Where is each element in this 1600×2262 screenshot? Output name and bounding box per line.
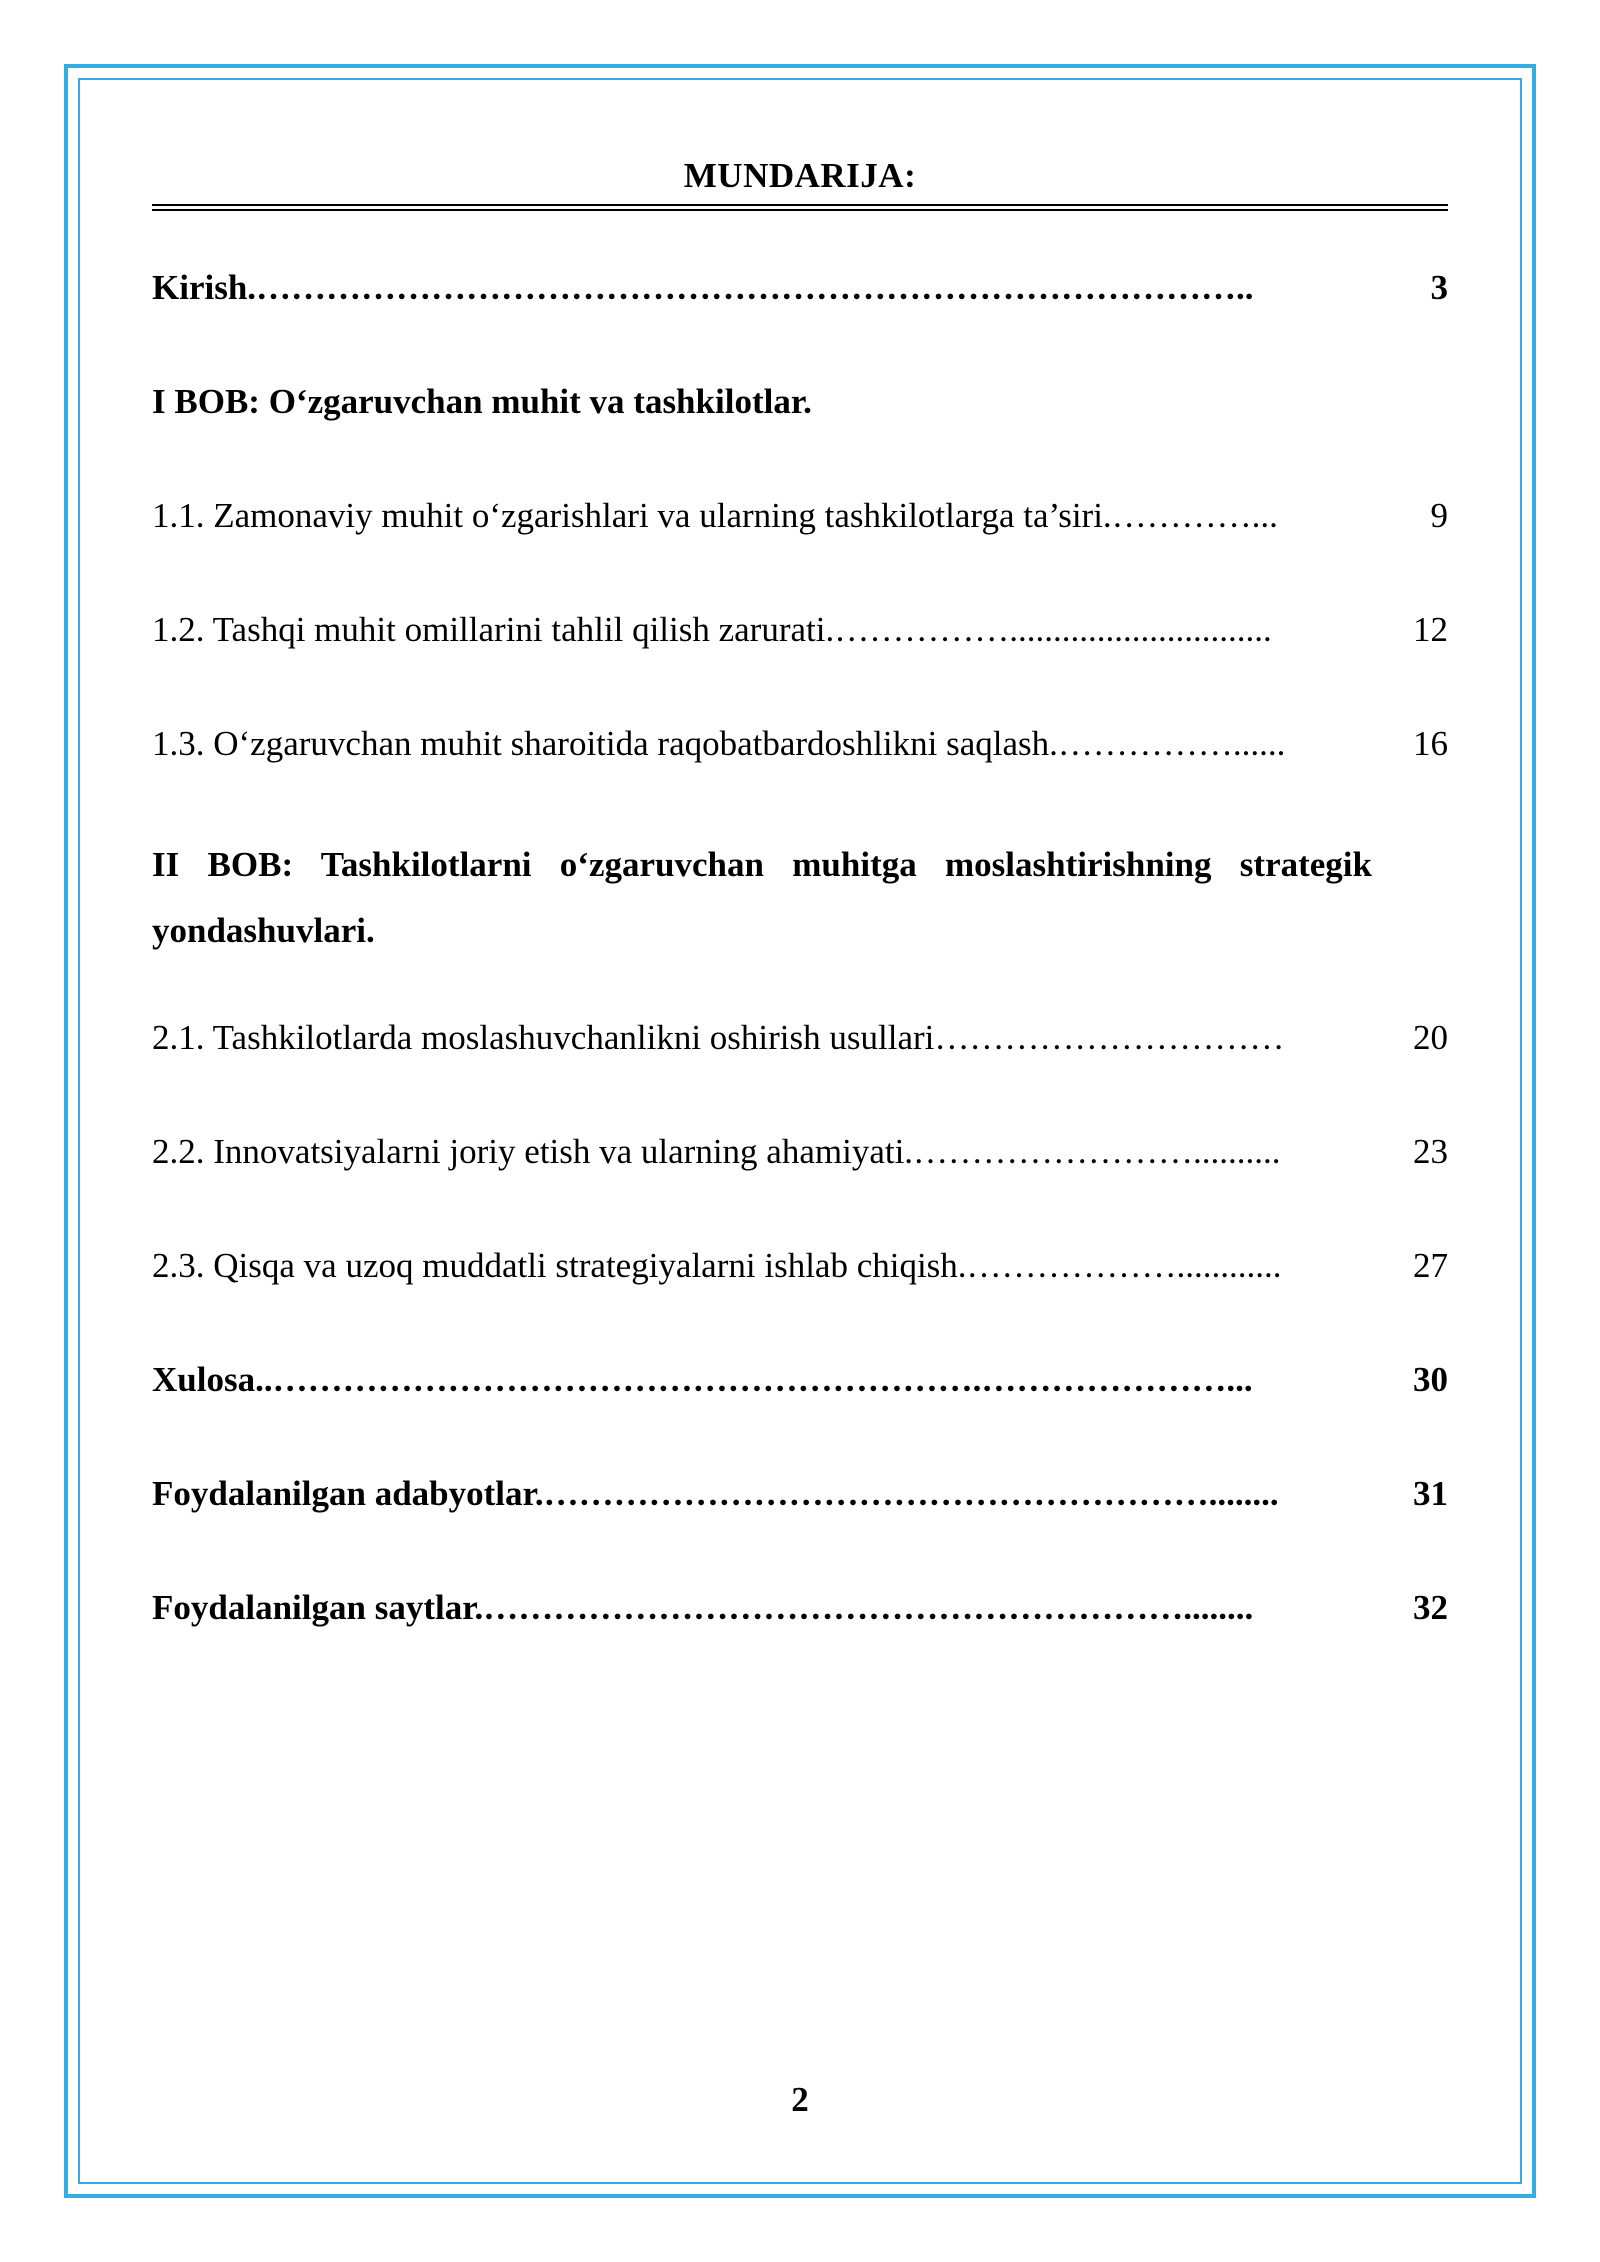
toc-entry-xulosa[interactable]	[152, 1354, 1448, 1406]
toc-entry-1-1[interactable]	[152, 490, 1448, 542]
toc-entry-adabiyotlar[interactable]	[152, 1468, 1448, 1520]
toc-entry-2-1[interactable]	[152, 1012, 1448, 1064]
toc-page	[152, 150, 1448, 1696]
toc-list	[152, 262, 1448, 1634]
toc-entry-text: Foydalanilgan saytlar.……………………………………………………........	[152, 1588, 1254, 1627]
toc-chapter-2-heading[interactable]	[152, 832, 1372, 964]
toc-entry-kirish[interactable]	[152, 262, 1448, 314]
page-number: 2	[791, 2080, 809, 2119]
toc-entry-1-2[interactable]	[152, 604, 1448, 656]
toc-chapter-text: II BOB: Tashkilotlarni o‘zgaruvchan muhitga moslashtirishning strategik yondashuvlari.	[152, 845, 1372, 950]
toc-entry-2-3[interactable]	[152, 1240, 1448, 1292]
title-double-rule	[152, 204, 1448, 211]
toc-entry-text: 2.3. Qisqa va uzoq muddatli strategiyalarni ishlab chiqish.………………............	[152, 1246, 1282, 1285]
toc-entry-page: 31	[1413, 1474, 1448, 1513]
toc-entry-page: 16	[1413, 724, 1448, 763]
toc-entry-text: 2.1. Tashkilotlarda moslashuvchanlikni oshirish usullari…………………………	[152, 1018, 1285, 1057]
toc-entry-page: 3	[1430, 268, 1448, 307]
toc-entry-text: Foydalanilgan adabyotlar.…………………………………………………........	[152, 1474, 1279, 1513]
toc-entry-page: 9	[1430, 496, 1448, 535]
toc-entry-page: 23	[1413, 1132, 1448, 1171]
toc-entry-2-2[interactable]	[152, 1126, 1448, 1178]
toc-chapter-1-heading[interactable]	[152, 376, 1448, 428]
toc-entry-page: 32	[1413, 1588, 1448, 1627]
toc-entry-1-3[interactable]	[152, 718, 1448, 770]
toc-entry-page: 20	[1413, 1018, 1448, 1057]
toc-entry-text: 2.2. Innovatsiyalarni joriy etish va ularning ahamiyati.……………………..........	[152, 1132, 1281, 1171]
toc-entry-page: 30	[1413, 1360, 1448, 1399]
toc-entry-page: 12	[1413, 610, 1448, 649]
page-title: MUNDARIJA:	[683, 156, 917, 195]
toc-entry-text: 1.1. Zamonaviy muhit o‘zgarishlari va ularning tashkilotlarga ta’siri.…………...	[152, 496, 1278, 535]
toc-entry-saytlar[interactable]	[152, 1582, 1448, 1634]
toc-entry-text: 1.2. Tashqi muhit omillarini tahlil qilish zarurati.……………..............................	[152, 610, 1272, 649]
toc-entry-text: Kirish.…………………………………………………………………………..	[152, 268, 1254, 307]
toc-entry-text: 1.3. O‘zgaruvchan muhit sharoitida raqobatbardoshlikni saqlash.……………......	[152, 724, 1286, 763]
toc-entry-page: 27	[1413, 1246, 1448, 1285]
toc-entry-text: Xulosa..…………………………………………………….…………………...	[152, 1360, 1253, 1399]
toc-chapter-text: I BOB: O‘zgaruvchan muhit va tashkilotlar.	[152, 382, 812, 421]
